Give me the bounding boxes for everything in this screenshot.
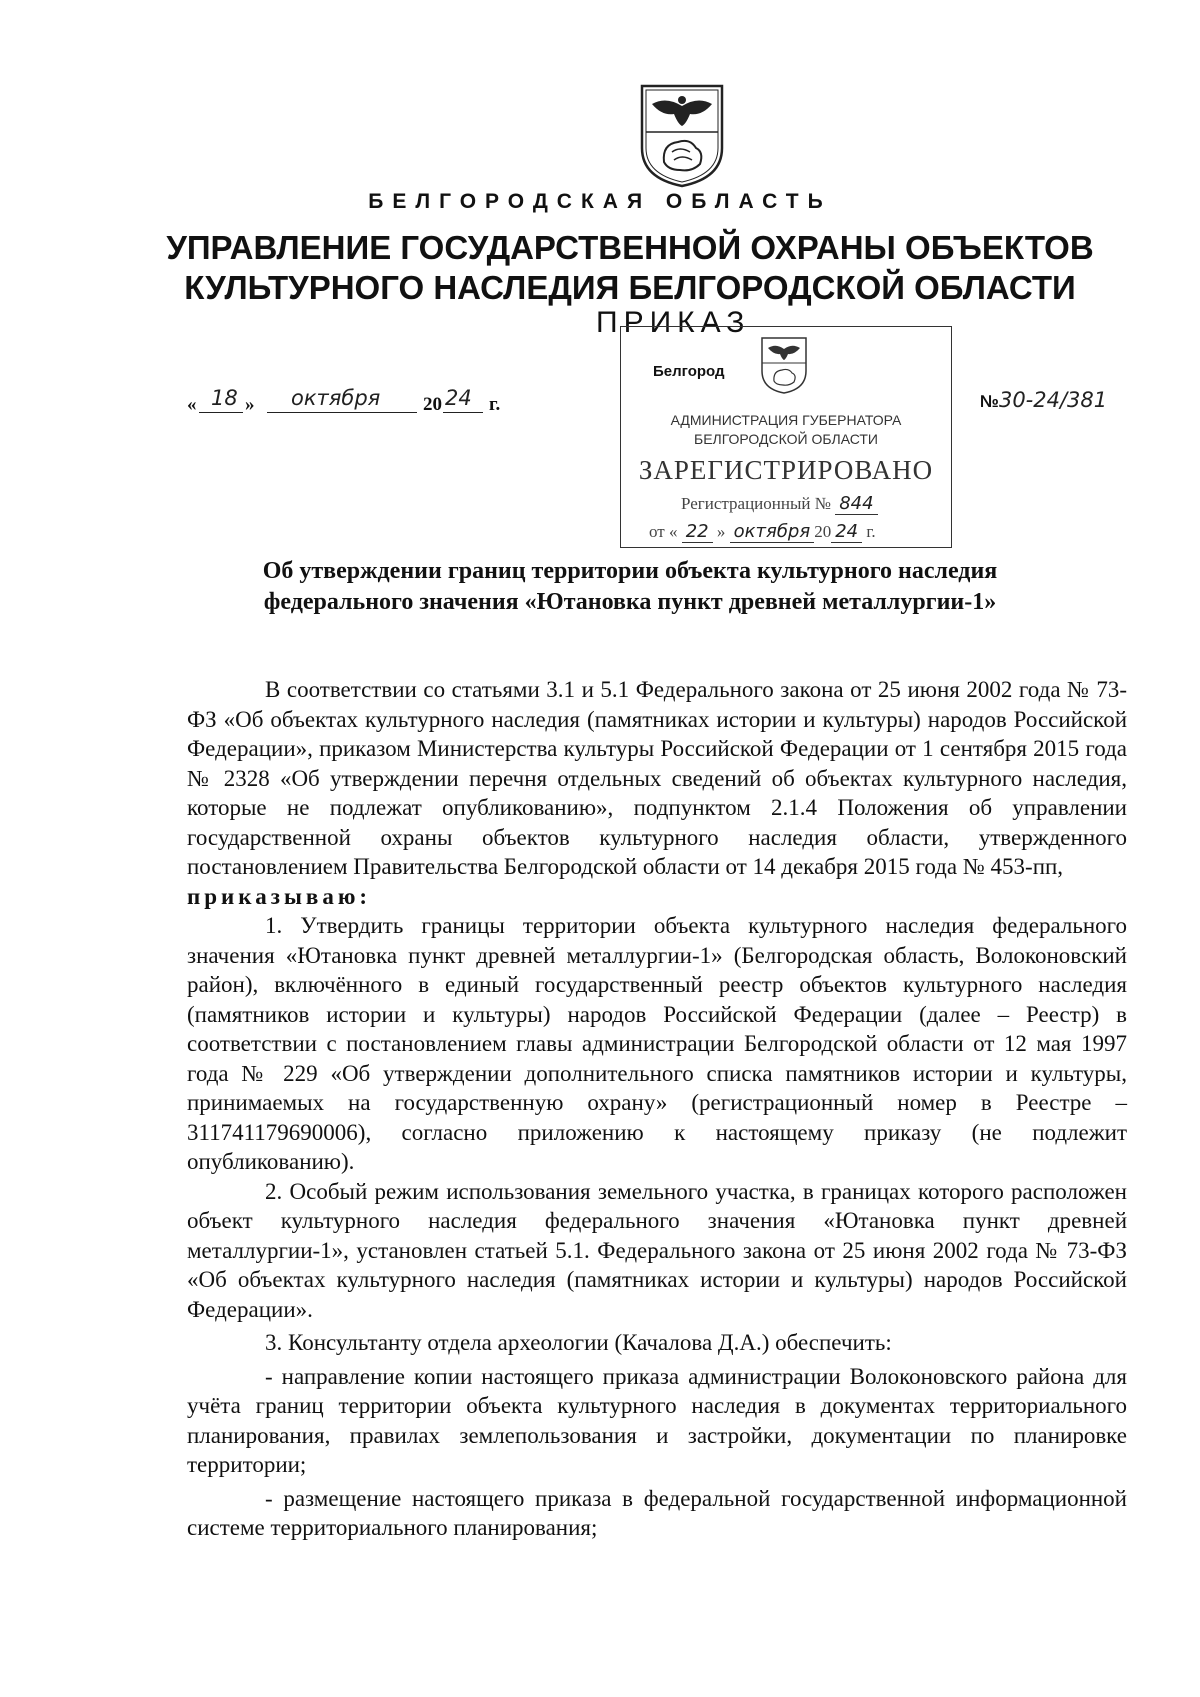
stamp-date-month: октября xyxy=(730,521,815,543)
item-3b-paragraph: - размещение настоящего приказа в федеральной государственной информационной системе территориального планирования; xyxy=(187,1485,1127,1540)
region-name: БЕЛГОРОДСКАЯ ОБЛАСТЬ xyxy=(368,190,832,213)
order-number-value: 30-24/381 xyxy=(998,388,1108,412)
date-day-underline xyxy=(199,412,243,413)
stamp-date-year-prefix: 20 xyxy=(814,522,832,541)
date-year-underline xyxy=(443,412,483,413)
stamp-organization-line-2: БЕЛГОРОДСКОЙ ОБЛАСТИ xyxy=(694,431,878,447)
agency-name-line-1: УПРАВЛЕНИЕ ГОСУДАРСТВЕННОЙ ОХРАНЫ ОБЪЕКТОВ xyxy=(166,229,1094,266)
order-number-label: № xyxy=(980,392,999,411)
registration-stamp xyxy=(620,326,952,548)
stamp-organization-line-1: АДМИНИСТРАЦИЯ ГУБЕРНАТОРА xyxy=(670,412,902,428)
item-2-paragraph: 2. Особый режим использования земельного участка, в границах которого расположен объект культурного наследия федерального значения «Ютановка пункт древней металлургии-1», установлен статьей 5.1. Федерального закона от 25 июня 2002 года № 73-ФЗ «Об объектах культурного наследия (памятниках истории и культуры) народов Российской Федерации». xyxy=(187,1178,1127,1322)
stamp-date-day: 22 xyxy=(682,521,713,543)
date-month: октября xyxy=(291,386,381,410)
order-word xyxy=(187,882,1127,912)
stamp-registration-date xyxy=(649,521,876,542)
date-year-suffix: 24 xyxy=(445,386,472,410)
stamp-organization xyxy=(621,411,951,449)
agency-name-line-2: КУЛЬТУРНОГО НАСЛЕДИЯ БЕЛГОРОДСКОЙ ОБЛАСТИ xyxy=(184,269,1076,306)
document-type: ПРИКАЗ xyxy=(596,306,751,339)
stamp-date-prefix: от « xyxy=(649,522,678,541)
date-close-quote: » xyxy=(245,394,255,415)
stamp-date-year-suffix: 24 xyxy=(831,521,862,543)
order-body xyxy=(187,675,1127,1543)
date-year-prefix: 20 xyxy=(423,394,442,415)
date-month-underline xyxy=(267,412,417,413)
stamp-date-mid: » xyxy=(716,522,726,541)
order-date xyxy=(187,388,547,418)
order-number xyxy=(980,388,1107,412)
stamp-registration-value: 844 xyxy=(835,493,877,515)
coat-of-arms-icon xyxy=(638,82,726,188)
stamp-coat-of-arms-icon xyxy=(759,335,809,395)
stamp-status: ЗАРЕГИСТРИРОВАНО xyxy=(638,455,934,485)
item-1-paragraph: 1. Утвердить границы территории объекта культурного наследия федерального значения «Ютановка пункт древней металлургии-1» (Белгородская область, Волоконовский район), включённого в единый государственный реестр объектов культурного наследия (памятников истории и культуры) народов Российской Федерации (далее – Реестр) в соответствии с постановлением главы администрации Белгородской области от 12 мая 1997 года № 229 «Об утверждении дополнительного списка памятников истории и культуры, принимаемых на государственную охрану» (регистрационный номер в Реестре – 311741179690006), согласно приложению к настоящему приказу (не подлежит опубликованию). xyxy=(187,913,1127,1174)
preamble-paragraph: В соответствии со статьями 3.1 и 5.1 Федерального закона от 25 июня 2002 года № 73-ФЗ «Об объектах культурного наследия (памятниках истории и культуры) народов Российской Федерации», приказом Министерства культуры Российской Федерации от 1 сентября 2015 года № 2328 «Об утверждении перечня отдельных сведений об объектах культурного наследия, которые не подлежат опубликованию», подпунктом 2.1.4 Положения об управлении государственной охраны объектов культурного наследия области, утвержденного постановлением Правительства Белгородской области от 14 декабря 2015 года № 453-пп, xyxy=(187,677,1127,879)
order-word-text: приказываю: xyxy=(187,883,372,909)
date-open-quote: « xyxy=(187,394,197,415)
order-subject-line-1: Об утверждении границ территории объекта культурного наследия xyxy=(262,558,998,584)
stamp-city: Белгород xyxy=(653,363,725,380)
stamp-registration-number xyxy=(681,493,878,514)
item-3-paragraph: 3. Консультанту отдела археологии (Качалова Д.А.) обеспечить: xyxy=(265,1330,892,1355)
stamp-registration-label: Регистрационный № xyxy=(681,494,831,513)
stamp-date-unit: г. xyxy=(866,522,876,541)
date-day: 18 xyxy=(211,386,238,410)
order-subject xyxy=(190,556,1070,618)
item-3a-paragraph: - направление копии настоящего приказа администрации Волоконовского района для учёта границ территории объекта культурного наследия в документах территориального планирования, правилах землепользования и застройки, документации по планировке территории; xyxy=(187,1363,1127,1477)
agency-name xyxy=(150,228,1110,308)
order-subject-line-2: федерального значения «Ютановка пункт древней металлургии-1» xyxy=(263,589,997,615)
date-year-unit: г. xyxy=(489,394,501,415)
